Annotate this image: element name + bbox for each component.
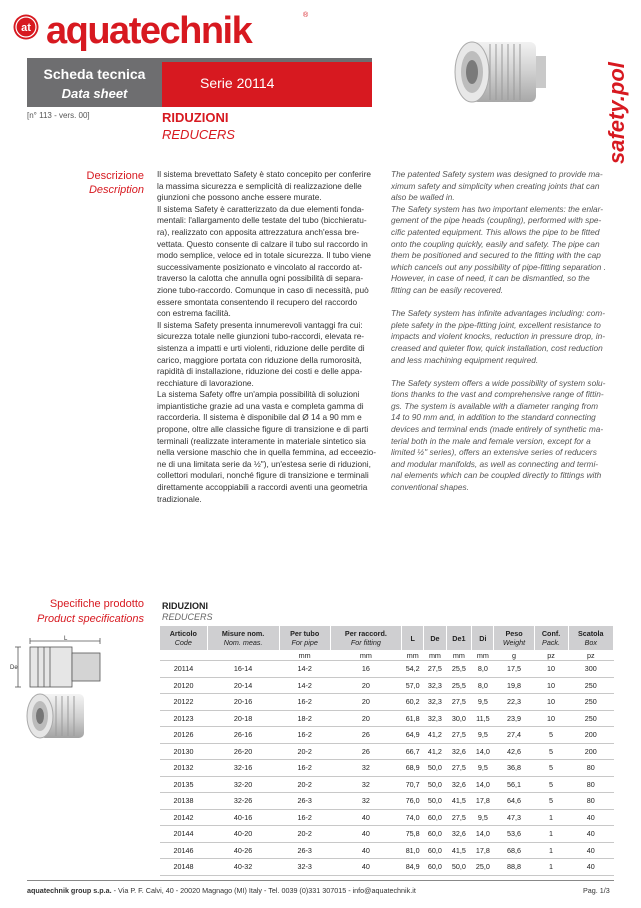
logo-badge bbox=[13, 14, 39, 40]
table-cell: 40 bbox=[568, 859, 613, 876]
table-cell: 14,0 bbox=[472, 826, 494, 843]
page-number: Pag. 1/3 bbox=[583, 886, 610, 895]
description-line-it: raccorderia. Il sistema è disponibile dal Ø 14 a 90 mm e bbox=[157, 412, 362, 423]
table-cell: 32,6 bbox=[446, 776, 472, 793]
table-cell: 25,5 bbox=[446, 661, 472, 678]
unit-cell: pz bbox=[568, 650, 613, 661]
table-cell: 23,9 bbox=[494, 710, 534, 727]
unit-cell bbox=[160, 650, 207, 661]
table-cell: 80 bbox=[568, 776, 613, 793]
table-cell: 40 bbox=[330, 809, 401, 826]
table-row bbox=[160, 826, 614, 843]
description-line-it: essere smontata consentendo il recupero del raccordo bbox=[157, 296, 358, 307]
column-header-it: Peso bbox=[505, 629, 523, 638]
table-cell: 40-16 bbox=[207, 809, 279, 826]
table-cell: 20-16 bbox=[207, 694, 279, 711]
table-cell: 64,6 bbox=[494, 793, 534, 810]
table-cell: 80 bbox=[568, 793, 613, 810]
unit-cell: mm bbox=[279, 650, 330, 661]
description-line-en: The Safety system has infinite advantages including: com- bbox=[391, 308, 605, 319]
unit-cell bbox=[207, 650, 279, 661]
description-label-it: Descrizione bbox=[86, 170, 144, 182]
table-cell: 5 bbox=[534, 727, 568, 744]
specs-label-it: Specifiche prodotto bbox=[49, 598, 144, 610]
table-cell: 40 bbox=[568, 826, 613, 843]
table-cell: 20-14 bbox=[207, 677, 279, 694]
description-line-it: collettori modulari, nonché figure di transizione e terminali bbox=[157, 470, 369, 481]
column-header bbox=[402, 626, 424, 650]
table-cell: 20-2 bbox=[279, 826, 330, 843]
table-cell: 32-3 bbox=[279, 859, 330, 876]
column-header-it: Di bbox=[479, 633, 487, 643]
table-cell: 40 bbox=[330, 826, 401, 843]
table-cell: 22,3 bbox=[494, 694, 534, 711]
description-line-en: 14 to 90 mm and, in addition to the standard connecting bbox=[391, 412, 596, 423]
table-cell: 41,5 bbox=[446, 842, 472, 859]
datasheet-label-en: Data sheet bbox=[61, 86, 128, 101]
table-cell: 32-16 bbox=[207, 760, 279, 777]
table-cell: 20 bbox=[330, 710, 401, 727]
column-header bbox=[330, 626, 401, 650]
description-line-it: zione tubo-raccordo. Comunque in caso di necessità, può bbox=[157, 284, 369, 295]
column-header-en: Box bbox=[584, 638, 597, 647]
table-cell: 16-14 bbox=[207, 661, 279, 678]
unit-cell: mm bbox=[446, 650, 472, 661]
footer-contact: - Via P. F. Calvi, 40 - 20020 Magnago (MI) Italy - Tel. 0039 (0)331 307015 - info@aquatechnik.it bbox=[111, 886, 416, 895]
table-cell: 60,0 bbox=[424, 826, 446, 843]
table-cell: 1 bbox=[534, 826, 568, 843]
table-row bbox=[160, 760, 614, 777]
table-cell: 17,5 bbox=[494, 661, 534, 678]
table-cell: 20148 bbox=[160, 859, 207, 876]
table-cell: 27,5 bbox=[446, 809, 472, 826]
table-cell: 19,8 bbox=[494, 677, 534, 694]
table-cell: 8,0 bbox=[472, 677, 494, 694]
table-cell: 16 bbox=[330, 661, 401, 678]
table-cell: 200 bbox=[568, 727, 613, 744]
table-cell: 10 bbox=[534, 677, 568, 694]
table-cell: 88,8 bbox=[494, 859, 534, 876]
unit-cell: mm bbox=[472, 650, 494, 661]
table-row bbox=[160, 727, 614, 744]
table-row bbox=[160, 842, 614, 859]
table-cell: 41,2 bbox=[424, 743, 446, 760]
description-line-en: them be positioned and secured to the fitting with the cap bbox=[391, 250, 601, 261]
table-cell: 9,5 bbox=[472, 727, 494, 744]
table-cell: 9,5 bbox=[472, 760, 494, 777]
table-cell: 32 bbox=[330, 760, 401, 777]
description-line-en: tions thanks to the vast and comprehensive range of fittin- bbox=[391, 389, 604, 400]
column-header-it: Misure nom. bbox=[221, 629, 265, 638]
table-cell: 50,0 bbox=[424, 776, 446, 793]
description-line-it: direttamente accoppiabili a raccordi aventi una geometria bbox=[157, 482, 368, 493]
description-line-it: tradizionale. bbox=[157, 493, 202, 504]
table-cell: 25,5 bbox=[446, 677, 472, 694]
table-cell: 64,9 bbox=[402, 727, 424, 744]
column-header bbox=[494, 626, 534, 650]
table-cell: 81,0 bbox=[402, 842, 424, 859]
table-cell: 18-2 bbox=[279, 710, 330, 727]
table-cell: 40-32 bbox=[207, 859, 279, 876]
table-cell: 11,5 bbox=[472, 710, 494, 727]
description-line-it: nella versione maschio che in quella femmina, ad ecceezio- bbox=[157, 447, 377, 458]
table-cell: 40-26 bbox=[207, 842, 279, 859]
column-header bbox=[424, 626, 446, 650]
table-cell: 40 bbox=[568, 842, 613, 859]
table-cell: 20122 bbox=[160, 694, 207, 711]
table-row bbox=[160, 710, 614, 727]
table-cell: 27,5 bbox=[446, 694, 472, 711]
description-line-it: modo semplice, veloce ed in totale sicurezza. Il tubo viene bbox=[157, 250, 371, 261]
table-row bbox=[160, 694, 614, 711]
datasheet-box bbox=[27, 62, 162, 107]
column-header bbox=[534, 626, 568, 650]
units-row bbox=[160, 650, 614, 661]
description-line-it: La sistema Safety offre un'ampia possibilità di soluzioni bbox=[157, 389, 360, 400]
table-cell: 41,5 bbox=[446, 793, 472, 810]
table-cell: 20146 bbox=[160, 842, 207, 859]
table-cell: 68,9 bbox=[402, 760, 424, 777]
table-cell: 56,1 bbox=[494, 776, 534, 793]
table-cell: 20123 bbox=[160, 710, 207, 727]
description-line-en: creased and quieter flow, quick installation, cost reduction bbox=[391, 342, 603, 353]
column-header-en: Nom. meas. bbox=[223, 638, 263, 647]
table-cell: 60,0 bbox=[424, 842, 446, 859]
table-cell: 60,0 bbox=[424, 859, 446, 876]
table-cell: 16-2 bbox=[279, 694, 330, 711]
table-cell: 5 bbox=[534, 743, 568, 760]
table-cell: 300 bbox=[568, 661, 613, 678]
svg-text:at: at bbox=[21, 22, 31, 34]
document-reference: [n° 113 - vers. 00] bbox=[27, 111, 90, 120]
table-cell: 20135 bbox=[160, 776, 207, 793]
table-row bbox=[160, 793, 614, 810]
table-cell: 26-3 bbox=[279, 793, 330, 810]
table-cell: 250 bbox=[568, 677, 613, 694]
column-header-it: Conf. bbox=[541, 629, 561, 638]
column-header-en: Weight bbox=[502, 638, 526, 647]
description-line-it: Il sistema Safety è caratterizzato da due elementi fonda- bbox=[157, 203, 365, 214]
description-line-it: la massima sicurezza e semplicità di realizzazione delle bbox=[157, 180, 362, 191]
table-cell: 250 bbox=[568, 694, 613, 711]
datasheet-label-it: Scheda tecnica bbox=[43, 66, 146, 82]
column-header-en: Pack. bbox=[542, 638, 561, 647]
table-cell: 9,5 bbox=[472, 809, 494, 826]
table-cell: 57,0 bbox=[402, 677, 424, 694]
description-line-en: and modular manifolds, as well as connecting and termi- bbox=[391, 458, 599, 469]
table-cell: 40 bbox=[330, 859, 401, 876]
description-line-en: nal elements which can be coupled directly to fittings with bbox=[391, 470, 602, 481]
column-header bbox=[446, 626, 472, 650]
description-line-en: However, in case of need, it can be dismantled, so the bbox=[391, 273, 590, 284]
table-row bbox=[160, 743, 614, 760]
table-cell: 16-2 bbox=[279, 809, 330, 826]
series-label: Serie 20114 bbox=[200, 75, 275, 91]
column-header bbox=[207, 626, 279, 650]
column-header-it: Articolo bbox=[169, 629, 197, 638]
table-cell: 16-2 bbox=[279, 760, 330, 777]
description-line-en: devices and terminal ends (made entirely of synthetic ma- bbox=[391, 424, 604, 435]
table-cell: 26-3 bbox=[279, 842, 330, 859]
table-cell: 1 bbox=[534, 809, 568, 826]
table-cell: 17,8 bbox=[472, 793, 494, 810]
brand-name: aquatechnik bbox=[46, 10, 252, 52]
page-title-it: RIDUZIONI bbox=[162, 110, 229, 125]
table-cell: 10 bbox=[534, 710, 568, 727]
table-cell: 40-20 bbox=[207, 826, 279, 843]
safety-pol-logo bbox=[604, 16, 634, 166]
table-cell: 20144 bbox=[160, 826, 207, 843]
fitting-photo bbox=[432, 26, 550, 118]
description-line-en: which cancels out any possibility of pipe-fitting separation . bbox=[391, 261, 606, 272]
description-line-it: recchiature di lavorazione. bbox=[157, 377, 254, 388]
table-row bbox=[160, 809, 614, 826]
table-cell: 32,3 bbox=[424, 694, 446, 711]
specs-title-en: REDUCERS bbox=[162, 612, 213, 622]
table-cell: 60,2 bbox=[402, 694, 424, 711]
table-cell: 5 bbox=[534, 760, 568, 777]
table-cell: 14-2 bbox=[279, 661, 330, 678]
description-text-it bbox=[157, 169, 379, 505]
description-line-en: terial both in the male and female version, except for a bbox=[391, 435, 591, 446]
description-line-en: gement of the pipe heads (coupling), performed with spe- bbox=[391, 215, 602, 226]
table-cell: 200 bbox=[568, 743, 613, 760]
table-cell: 1 bbox=[534, 859, 568, 876]
table-cell: 20138 bbox=[160, 793, 207, 810]
table-cell: 20120 bbox=[160, 677, 207, 694]
column-header bbox=[472, 626, 494, 650]
description-line-it: carico, maggiore portata con riduzione della rumorosità, bbox=[157, 354, 362, 365]
table-cell: 27,5 bbox=[446, 727, 472, 744]
specs-title-it: RIDUZIONI bbox=[162, 601, 208, 611]
table-cell: 26-20 bbox=[207, 743, 279, 760]
description-line-en: plete safety in the pipe-fitting joint, excellent resistance to bbox=[391, 319, 601, 330]
description-line-it: mentali: l'allargamento delle testate del tubo (bicchieratu- bbox=[157, 215, 367, 226]
description-line-it: traverso la calotta che annulla ogni possibilità di separa- bbox=[157, 273, 364, 284]
table-row bbox=[160, 859, 614, 876]
table-cell: 5 bbox=[534, 793, 568, 810]
footer-divider bbox=[27, 880, 614, 881]
table-cell: 8,0 bbox=[472, 661, 494, 678]
brand-registered-mark: ® bbox=[303, 12, 309, 19]
svg-text:safety.pol: safety.pol bbox=[604, 62, 629, 164]
column-header-it: L bbox=[410, 633, 415, 643]
table-cell: 66,7 bbox=[402, 743, 424, 760]
table-cell: 32,3 bbox=[424, 677, 446, 694]
table-cell: 14,0 bbox=[472, 776, 494, 793]
description-line-en: also be walled in. bbox=[391, 192, 455, 203]
table-cell: 42,6 bbox=[494, 743, 534, 760]
table-cell: 47,3 bbox=[494, 809, 534, 826]
table-cell: 30,0 bbox=[446, 710, 472, 727]
table-cell: 41,2 bbox=[424, 727, 446, 744]
table-cell: 32 bbox=[330, 793, 401, 810]
table-cell: 40 bbox=[568, 809, 613, 826]
table-cell: 70,7 bbox=[402, 776, 424, 793]
table-cell: 50,0 bbox=[446, 859, 472, 876]
page-title-en: REDUCERS bbox=[162, 127, 235, 142]
description-line-it: rapidità di installazione, riduzione dei costi e delle appa- bbox=[157, 366, 363, 377]
column-header-it: Per tubo bbox=[290, 629, 320, 638]
table-cell: 20 bbox=[330, 677, 401, 694]
description-line-it: con estrema facilità. bbox=[157, 308, 231, 319]
description-line-it: successivamente posizionato e vincolato al raccordo at- bbox=[157, 261, 363, 272]
svg-text:L: L bbox=[64, 636, 68, 642]
description-line-en bbox=[391, 366, 616, 378]
table-cell: 32-26 bbox=[207, 793, 279, 810]
table-cell: 50,0 bbox=[424, 793, 446, 810]
description-line-it: ne di una limitata serie da ½"), un'estesa serie di riduzioni, bbox=[157, 458, 371, 469]
table-cell: 50,0 bbox=[424, 760, 446, 777]
table-cell: 25,0 bbox=[472, 859, 494, 876]
table-cell: 27,5 bbox=[446, 760, 472, 777]
column-header-it: De1 bbox=[452, 633, 466, 643]
unit-cell: mm bbox=[424, 650, 446, 661]
table-header-row bbox=[160, 626, 614, 650]
column-header-it: De bbox=[430, 633, 440, 643]
description-line-en: onto the coupling quickly, easily and safety. The pipe can bbox=[391, 238, 600, 249]
unit-cell: mm bbox=[330, 650, 401, 661]
unit-cell: pz bbox=[534, 650, 568, 661]
description-line-en: fitting can be easily recovered. bbox=[391, 284, 504, 295]
table-cell: 20-18 bbox=[207, 710, 279, 727]
column-header bbox=[568, 626, 613, 650]
unit-cell: mm bbox=[402, 650, 424, 661]
description-line-en: conventional shapes. bbox=[391, 482, 469, 493]
table-cell: 32-20 bbox=[207, 776, 279, 793]
column-header-en: For pipe bbox=[291, 638, 318, 647]
description-line-en: The patented Safety system was designed to provide ma- bbox=[391, 169, 603, 179]
table-cell: 20142 bbox=[160, 809, 207, 826]
description-text-en bbox=[391, 169, 616, 494]
description-line-en: impacts and violent knocks, reduction in pressure drop, in- bbox=[391, 331, 605, 342]
column-header-it: Per raccord. bbox=[344, 629, 387, 638]
table-cell: 32 bbox=[330, 776, 401, 793]
table-cell: 20-2 bbox=[279, 776, 330, 793]
table-cell: 54,2 bbox=[402, 661, 424, 678]
description-line-it: sicurezza totale nelle giunzioni tubo-raccordi, elevata re- bbox=[157, 331, 365, 342]
table-cell: 20130 bbox=[160, 743, 207, 760]
description-line-it: terminali (realizzate interamente in materiale sintetico sia bbox=[157, 435, 366, 446]
table-cell: 20126 bbox=[160, 727, 207, 744]
description-line-it: sistenza a impatti e urti violenti, riduzione delle perdite di bbox=[157, 342, 365, 353]
table-cell: 17,8 bbox=[472, 842, 494, 859]
series-box bbox=[162, 62, 372, 107]
description-line-it: impiantistiche grazie ad una vasta e completa gamma di bbox=[157, 400, 364, 411]
description-line-it: ra), realizzato con apposita attrezzatura anch'essa bre- bbox=[157, 226, 360, 237]
table-cell: 32,3 bbox=[424, 710, 446, 727]
description-line-it: Il sistema brevettato Safety è stato concepito per conferire bbox=[157, 169, 371, 179]
table-cell: 27,5 bbox=[424, 661, 446, 678]
table-cell: 14-2 bbox=[279, 677, 330, 694]
footer-address bbox=[27, 886, 416, 895]
table-cell: 250 bbox=[568, 710, 613, 727]
specs-label-en: Product specifications bbox=[37, 613, 144, 625]
description-line-it: Il sistema Safety presenta innumerevoli vantaggi fra cui: bbox=[157, 319, 363, 330]
table-cell: 75,8 bbox=[402, 826, 424, 843]
table-cell: 20 bbox=[330, 694, 401, 711]
table-cell: 32,6 bbox=[446, 826, 472, 843]
description-line-en: The Safety system offers a wide possibility of system solu- bbox=[391, 377, 606, 388]
description-line-en: and less machining equipment required. bbox=[391, 354, 539, 365]
column-header-en: Code bbox=[174, 638, 192, 647]
table-cell: 26 bbox=[330, 743, 401, 760]
column-header-it: Scatola bbox=[577, 629, 604, 638]
description-line-it: giunzioni che possono anche essere murate. bbox=[157, 192, 322, 203]
table-cell: 40 bbox=[330, 842, 401, 859]
description-line-en: gs. The system is available with a diameter ranging from bbox=[391, 400, 599, 411]
description-line-en: The Safety system has two important elements: the enlar- bbox=[391, 203, 603, 214]
table-cell: 60,0 bbox=[424, 809, 446, 826]
table-cell: 36,8 bbox=[494, 760, 534, 777]
description-line-it: vettata. Questo consente di calzare il tubo sul raccordo in bbox=[157, 238, 368, 249]
table-cell: 76,0 bbox=[402, 793, 424, 810]
description-line-en: ximum safety and simplicity when creating joints that can bbox=[391, 180, 600, 191]
column-header bbox=[279, 626, 330, 650]
table-cell: 9,5 bbox=[472, 694, 494, 711]
table-cell: 10 bbox=[534, 694, 568, 711]
description-line-it: propone, oltre alle classiche figure di transizione e di parti bbox=[157, 424, 369, 435]
table-cell: 1 bbox=[534, 842, 568, 859]
description-line-en: limited ½" series), offers an extensive series of reducers bbox=[391, 447, 597, 458]
table-cell: 10 bbox=[534, 661, 568, 678]
table-cell: 20-2 bbox=[279, 743, 330, 760]
svg-text:De: De bbox=[10, 665, 18, 671]
column-header bbox=[160, 626, 207, 650]
table-cell: 61,8 bbox=[402, 710, 424, 727]
table-cell: 16-2 bbox=[279, 727, 330, 744]
specs-table bbox=[160, 626, 614, 876]
table-cell: 26 bbox=[330, 727, 401, 744]
table-row bbox=[160, 661, 614, 678]
table-cell: 68,6 bbox=[494, 842, 534, 859]
table-cell: 5 bbox=[534, 776, 568, 793]
table-cell: 20132 bbox=[160, 760, 207, 777]
description-line-en bbox=[391, 297, 616, 309]
description-line-en: cific patented equipment. This allows the pipe to be fitted bbox=[391, 226, 600, 237]
table-row bbox=[160, 677, 614, 694]
table-cell: 84,9 bbox=[402, 859, 424, 876]
column-header-en: For fitting bbox=[350, 638, 381, 647]
unit-cell: g bbox=[494, 650, 534, 661]
description-label-en: Description bbox=[88, 184, 144, 196]
table-cell: 20114 bbox=[160, 661, 207, 678]
footer-company: aquatechnik group s.p.a. bbox=[27, 886, 112, 895]
table-cell: 74,0 bbox=[402, 809, 424, 826]
table-cell: 53,6 bbox=[494, 826, 534, 843]
table-cell: 14,0 bbox=[472, 743, 494, 760]
table-cell: 26-16 bbox=[207, 727, 279, 744]
table-cell: 32,6 bbox=[446, 743, 472, 760]
table-cell: 80 bbox=[568, 760, 613, 777]
table-row bbox=[160, 776, 614, 793]
reducer-photo bbox=[16, 680, 96, 750]
table-cell: 27,4 bbox=[494, 727, 534, 744]
